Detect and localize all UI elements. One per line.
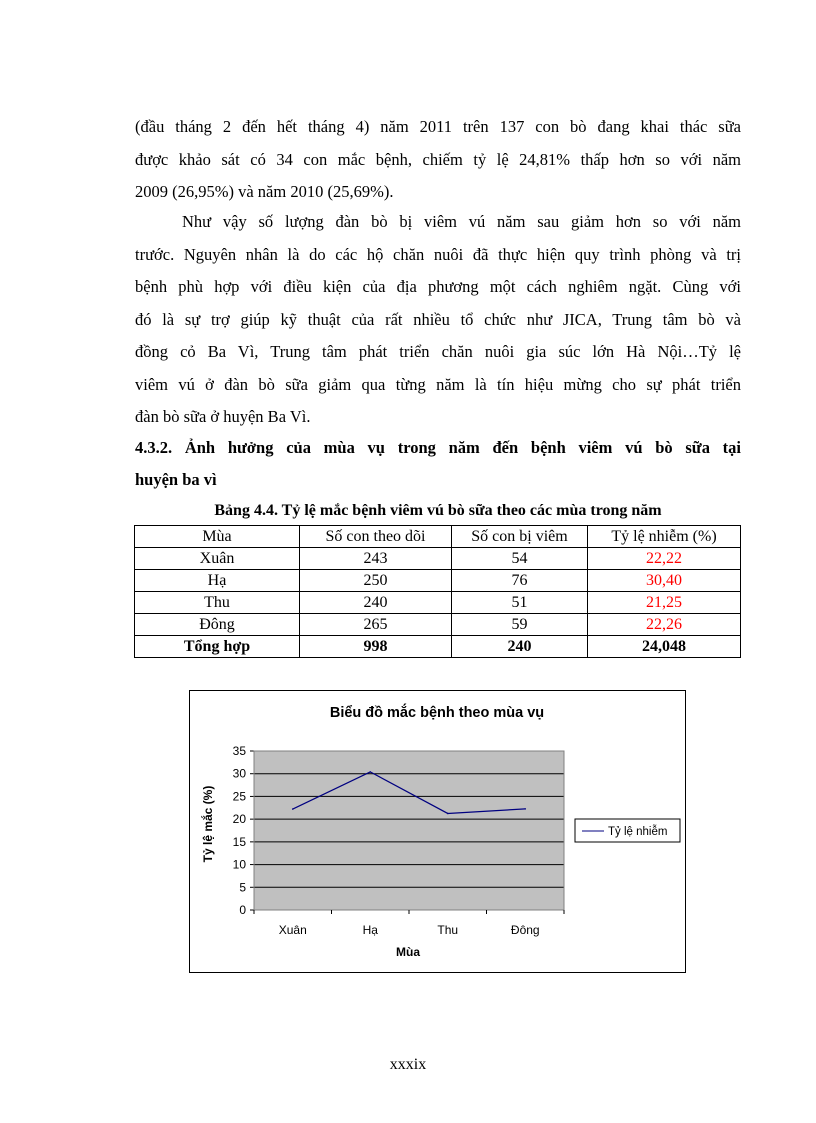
- season-cell: Đông: [135, 614, 300, 636]
- infected-cell: 51: [452, 592, 588, 614]
- paragraph-1: [135, 111, 741, 209]
- y-tick-label: 30: [232, 766, 246, 781]
- table-row: [135, 570, 741, 592]
- y-tick-label: 5: [239, 880, 246, 895]
- page-number: xxxix: [389, 1056, 427, 1073]
- section-heading-line-1: 4.3.2. Ảnh hưởng của mùa vụ trong năm đến bệnh viêm vú bò sữa tại: [135, 438, 741, 457]
- season-cell: Hạ: [135, 570, 300, 592]
- y-tick-label: 25: [232, 789, 246, 804]
- paragraph-2-line: đàn bò sữa ở huyện Ba Vì.: [135, 407, 311, 426]
- table-header-row: [135, 526, 741, 548]
- monitored-cell: 240: [300, 592, 452, 614]
- rate-cell: 22,22: [588, 548, 741, 570]
- chart-title: Biểu đồ mắc bệnh theo mùa vụ: [329, 705, 545, 721]
- paragraph-2-line: trước. Nguyên nhân là do các hộ chăn nuôi đã thực hiện quy trình phòng và trị: [135, 244, 741, 264]
- paragraph-2: [135, 206, 741, 434]
- y-tick-label: 35: [232, 744, 246, 758]
- rate-cell: 21,25: [588, 592, 741, 614]
- table-header-cell: Tỷ lệ nhiễm (%): [588, 526, 741, 548]
- rate-cell: 22,26: [588, 614, 741, 636]
- plot-area: [254, 751, 564, 910]
- table-total-row: [135, 636, 741, 658]
- x-tick-label: Thu: [437, 923, 459, 937]
- infected-cell: 54: [452, 548, 588, 570]
- y-tick-label: 15: [232, 834, 246, 849]
- data-point: [292, 808, 294, 810]
- table-row: [135, 592, 741, 614]
- rate-cell: 30,40: [588, 570, 741, 592]
- paragraph-2-line: viêm vú ở đàn bò sữa giảm qua từng năm là tín hiệu mừng cho sự phát triển: [135, 374, 741, 394]
- x-tick-label: Hạ: [362, 923, 378, 937]
- paragraph-1-line: (đầu tháng 2 đến hết tháng 4) năm 2011 trên 137 con bò đang khai thác sữa: [135, 117, 741, 136]
- x-axis-label: Mùa: [396, 945, 420, 959]
- table-row: [135, 614, 741, 636]
- paragraph-2-line: đó là sự trợ giúp kỹ thuật của rất nhiều tổ chức như JICA, Trung tâm bò và: [135, 309, 741, 329]
- table-caption: Bảng 4.4. Tỷ lệ mắc bệnh viêm vú bò sữa theo các mùa trong năm: [214, 502, 662, 519]
- chart-legend: [575, 819, 680, 842]
- total-rate-cell: 24,048: [588, 636, 741, 658]
- data-point: [369, 771, 371, 773]
- monitored-cell: 243: [300, 548, 452, 570]
- line-chart: [189, 690, 686, 973]
- table-header-cell: Số con theo dõi: [300, 526, 452, 548]
- data-point: [524, 808, 526, 810]
- infected-cell: 76: [452, 570, 588, 592]
- table-row: [135, 548, 741, 570]
- data-point: [447, 813, 449, 815]
- paragraph-2-line: bệnh phù hợp với điều kiện của địa phương một cách nghiêm ngặt. Cùng với: [135, 277, 741, 296]
- y-tick-label: 0: [239, 903, 246, 917]
- monitored-cell: 265: [300, 614, 452, 636]
- y-tick-label: 10: [232, 857, 246, 872]
- y-tick-label: 20: [232, 812, 246, 827]
- section-heading-line-2: huyện ba vì: [135, 470, 217, 489]
- infection-table: [134, 525, 741, 658]
- table-header-cell: Số con bị viêm: [452, 526, 588, 548]
- y-axis-label: Tỷ lệ mắc (%): [201, 785, 215, 863]
- chart-svg: [190, 691, 685, 972]
- paragraph-1-line: được khảo sát có 34 con mắc bệnh, chiếm tỷ lệ 24,81% thấp hơn so với năm: [135, 149, 741, 169]
- x-tick-label: Đông: [510, 923, 540, 937]
- paragraph-2-line: đồng cỏ Ba Vì, Trung tâm phát triển chăn nuôi gia súc lớn Hà Nội…Tỷ lệ: [135, 342, 741, 361]
- table-header-cell: Mùa: [135, 526, 300, 548]
- total-infected-cell: 240: [452, 636, 588, 658]
- legend-label: Tỷ lệ nhiễm: [608, 826, 668, 838]
- infected-cell: 59: [452, 614, 588, 636]
- season-cell: Xuân: [135, 548, 300, 570]
- section-heading: [135, 432, 741, 496]
- paragraph-1-line: 2009 (26,95%) và năm 2010 (25,69%).: [135, 182, 394, 201]
- total-label-cell: Tổng hợp: [135, 636, 300, 658]
- monitored-cell: 250: [300, 570, 452, 592]
- season-cell: Thu: [135, 592, 300, 614]
- paragraph-2-line: Như vậy số lượng đàn bò bị viêm vú năm sau giảm hơn so với năm: [182, 212, 741, 231]
- total-monitored-cell: 998: [300, 636, 452, 658]
- x-tick-label: Xuân: [278, 923, 307, 937]
